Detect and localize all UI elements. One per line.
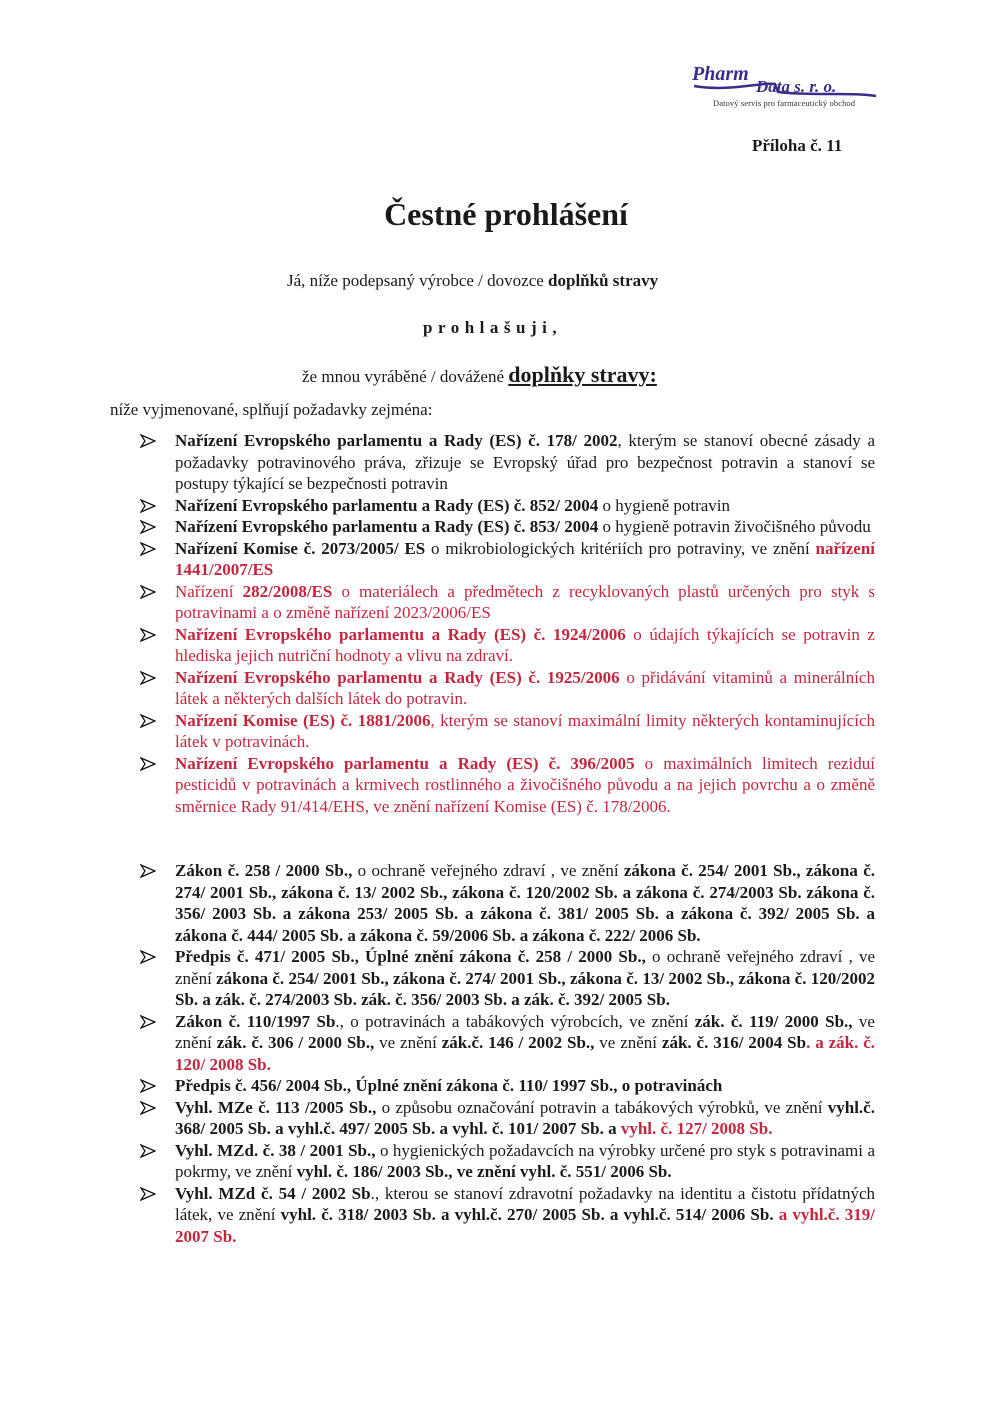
list-item-segment: Nařízení Evropského parlamentu a Rady (ES) č. 178/ 2002	[175, 431, 618, 450]
that-line	[302, 362, 657, 388]
arrowhead-bullet-icon	[140, 860, 158, 880]
list-item-segment: , kterým se stanoví obecné zásady a požadavky potravinového práva, zřizuje se Evropský úřad pro bezpečnost potravin a stanoví se postupy týkající se bezpečnosti potravin	[175, 431, 875, 493]
list-item-segment: ve znění	[175, 1011, 875, 1052]
list-item-segment: Nařízení Evropského parlamentu a Rady (ES) č. 853/ 2004	[175, 517, 599, 536]
list-item	[140, 1097, 875, 1140]
list-item-segment: ve znění	[594, 1033, 662, 1052]
list-item	[140, 946, 875, 1011]
list-item-segment: o hygieně potravin	[598, 495, 731, 515]
arrowhead-bullet-icon	[140, 624, 158, 644]
list-item-segment: ., kterou se stanoví zdravotní požadavky na identitu a čistotu přídatných látek, ve znění	[175, 1183, 875, 1224]
arrowhead-bullet-icon	[140, 753, 158, 773]
page-title	[0, 196, 1000, 233]
that-bold-underlined: doplňky stravy:	[508, 362, 657, 387]
list-item-segment: nařízení 1441/2007/ES	[175, 538, 875, 579]
list-item-segment: o hygienických požadavcích na výrobky určené pro styk s potravinami a pokrmy, ve znění	[175, 1140, 875, 1181]
list-item-segment: zák. č. 306 / 2000 Sb.,	[216, 1033, 375, 1052]
list-item-segment: ve znění	[374, 1033, 442, 1052]
list-item	[140, 860, 875, 946]
list-item-segment: ., o potravinách a tabákových výrobcích, ve znění	[335, 1011, 695, 1031]
list-item-segment: a vyhl.č. 319/ 2007 Sb.	[175, 1205, 875, 1246]
list-item-segment: Vyhl. MZd. č. 38 / 2001 Sb.,	[175, 1140, 376, 1160]
intro-text: Já, níže podepsaný výrobce / dovozce	[287, 271, 549, 290]
list-item-segment: Nařízení Evropského parlamentu a Rady (ES) č. 1925/2006	[175, 667, 620, 687]
list-item	[140, 1140, 875, 1183]
arrowhead-bullet-icon	[140, 1183, 158, 1203]
list-item	[140, 1183, 875, 1248]
list-item	[140, 495, 875, 517]
logo-text-pharm: Pharm	[692, 63, 749, 85]
czech-laws-list	[140, 860, 875, 1247]
list-item-segment: o materiálech a předmětech z recyklovaných plastů určených pro styk s potravinami a o změně nařízení 2023/2006/ES	[175, 581, 875, 622]
pharmdata-logo-icon	[690, 62, 890, 102]
list-item-segment: vyhl. č. 127/ 2008 Sb.	[620, 1119, 773, 1138]
list-item-segment: vyhl. č. 186/ 2003 Sb., ve znění vyhl. č. 551/ 2006 Sb.	[296, 1162, 672, 1181]
list-item-segment: , kterým se stanoví maximální limity některých kontaminujících látek v potravinách.	[175, 710, 876, 751]
arrowhead-bullet-icon	[140, 516, 158, 536]
arrowhead-bullet-icon	[140, 581, 158, 601]
list-item	[140, 581, 875, 624]
arrowhead-bullet-icon	[140, 538, 158, 558]
arrowhead-bullet-icon	[140, 1140, 158, 1160]
list-item-segment: Nařízení Evropského parlamentu a Rady (ES) č. 852/ 2004	[175, 495, 599, 515]
list-item	[140, 1075, 875, 1097]
lead-line: níže vyjmenované, splňují požadavky zejména:	[110, 400, 433, 419]
list-item	[140, 710, 875, 753]
list-item-segment: zák. č. 119/ 2000 Sb.,	[694, 1011, 853, 1031]
list-item-segment: o mikrobiologických kritériích pro potraviny, ve znění	[425, 538, 816, 558]
arrowhead-bullet-icon	[140, 430, 158, 450]
that-text: že mnou vyráběné / dovážené	[302, 367, 509, 386]
list-item	[140, 624, 875, 667]
logo-text-data: Data s. r. o.	[756, 77, 837, 96]
list-item-segment: Nařízení Evropského parlamentu a Rady (ES) č. 1924/2006	[175, 624, 626, 644]
list-item-segment: Vyhl. MZd č. 54 / 2002 Sb	[175, 1183, 371, 1203]
list-item-segment: Nařízení Komise č. 2073/2005/ ES	[175, 538, 426, 558]
attachment-label: Příloha č. 11	[752, 136, 843, 155]
list-item-segment: Nařízení	[175, 581, 243, 601]
list-item-segment: zákona č. 254/ 2001 Sb., zákona č. 274/ 2001 Sb., zákona č. 13/ 2002 Sb., zákona č. 120/2002 Sb. a zákona č. 274/2003 Sb. zákona č. 356/ 2003 Sb. a zákona 253/ 2005 Sb. a zákona č. 381/ 2005 Sb. a zákona č. 392/ 2005 Sb. a zákona č. 444/ 2005 Sb. a zákona č. 59/2006 Sb. a zákona č. 222/ 2006 Sb.	[175, 861, 875, 945]
list-item-segment: vyhl. č. 318/ 2003 Sb. a vyhl.č. 270/ 2005 Sb. a vyhl.č. 514/ 2006 Sb.	[280, 1205, 774, 1224]
list-item-segment: Zákon č. 110/1997 Sb	[175, 1011, 336, 1031]
arrowhead-bullet-icon	[140, 1011, 158, 1031]
list-item-segment: o způsobu označování potravin a tabákových výrobků, ve znění	[376, 1097, 828, 1117]
list-item-segment: Předpis č. 456/ 2004 Sb., Úplné znění zákona č. 110/ 1997 Sb., o potravinách	[175, 1076, 723, 1095]
list-item-segment: Předpis č. 471/ 2005 Sb., Úplné znění zákona č. 258 / 2000 Sb.,	[175, 947, 646, 966]
arrowhead-bullet-icon	[140, 1097, 158, 1117]
list-item	[140, 667, 875, 710]
list-item-segment: vyhl.č. 368/ 2005 Sb. a vyhl.č. 497/ 2005 Sb. a vyhl. č. 101/ 2007 Sb. a	[175, 1097, 875, 1138]
list-item-segment: o ochraně veřejného zdraví , ve znění	[352, 861, 624, 880]
page-title-text: Čestné prohlášení	[384, 196, 628, 232]
list-item-segment: o údajích týkajících se potravin z hlediska jejich nutriční hodnoty a vlivu na zdraví.	[175, 624, 875, 665]
list-item-segment: . a zák. č. 120/ 2008 Sb.	[175, 1033, 876, 1074]
list-item-segment: Zákon č. 258 / 2000 Sb.,	[175, 861, 353, 880]
arrowhead-bullet-icon	[140, 667, 158, 687]
list-item-segment: o hygieně potravin živočišného původu	[598, 517, 871, 536]
list-item	[140, 538, 875, 581]
list-item	[140, 516, 875, 538]
list-item-segment: o ochraně veřejného zdraví , ve znění	[175, 947, 875, 988]
list-item-segment: o maximálních limitech reziduí pesticidů v potravinách a krmivech rostlinného a živočišného původu a na jejich povrchu a o změně směrnice Rady 91/414/EHS, ve znění nařízení Komise (ES) č. 178/2006.	[175, 753, 875, 816]
eu-regulations-list	[140, 430, 875, 817]
arrowhead-bullet-icon	[140, 495, 158, 515]
list-item-segment: zák.č. 146 / 2002 Sb.,	[441, 1033, 595, 1052]
list-item-segment: 282/2008/ES	[242, 581, 333, 601]
logo-subtitle: Datový servis pro farmaceutický obchod	[713, 98, 856, 108]
list-item-segment: Vyhl. MZe č. 113 /2005 Sb.,	[175, 1097, 377, 1117]
declaration-word: prohlašuji,	[423, 318, 563, 337]
arrowhead-bullet-icon	[140, 710, 158, 730]
list-item	[140, 430, 875, 495]
list-item	[140, 1011, 875, 1076]
list-item	[140, 753, 875, 818]
list-item-segment: zákona č. 254/ 2001 Sb., zákona č. 274/ 2001 Sb., zákona č. 13/ 2002 Sb., zákona č. 120/2002 Sb. a zák. č. 274/2003 Sb. zák. č. 356/ 2003 Sb. a zák. č. 392/ 2005 Sb.	[175, 968, 875, 1009]
list-item-segment: o přidávání vitaminů a minerálních látek a některých dalších látek do potravin.	[175, 667, 875, 708]
list-item-segment: zák. č. 316/ 2004 Sb	[661, 1033, 807, 1052]
arrowhead-bullet-icon	[140, 1075, 158, 1095]
arrowhead-bullet-icon	[140, 946, 158, 966]
intro-bold: doplňků stravy	[548, 271, 659, 290]
list-item-segment: Nařízení Evropského parlamentu a Rady (ES) č. 396/2005	[175, 753, 635, 773]
list-item-segment: Nařízení Komise (ES) č. 1881/2006	[175, 710, 431, 730]
intro-line	[287, 271, 658, 291]
